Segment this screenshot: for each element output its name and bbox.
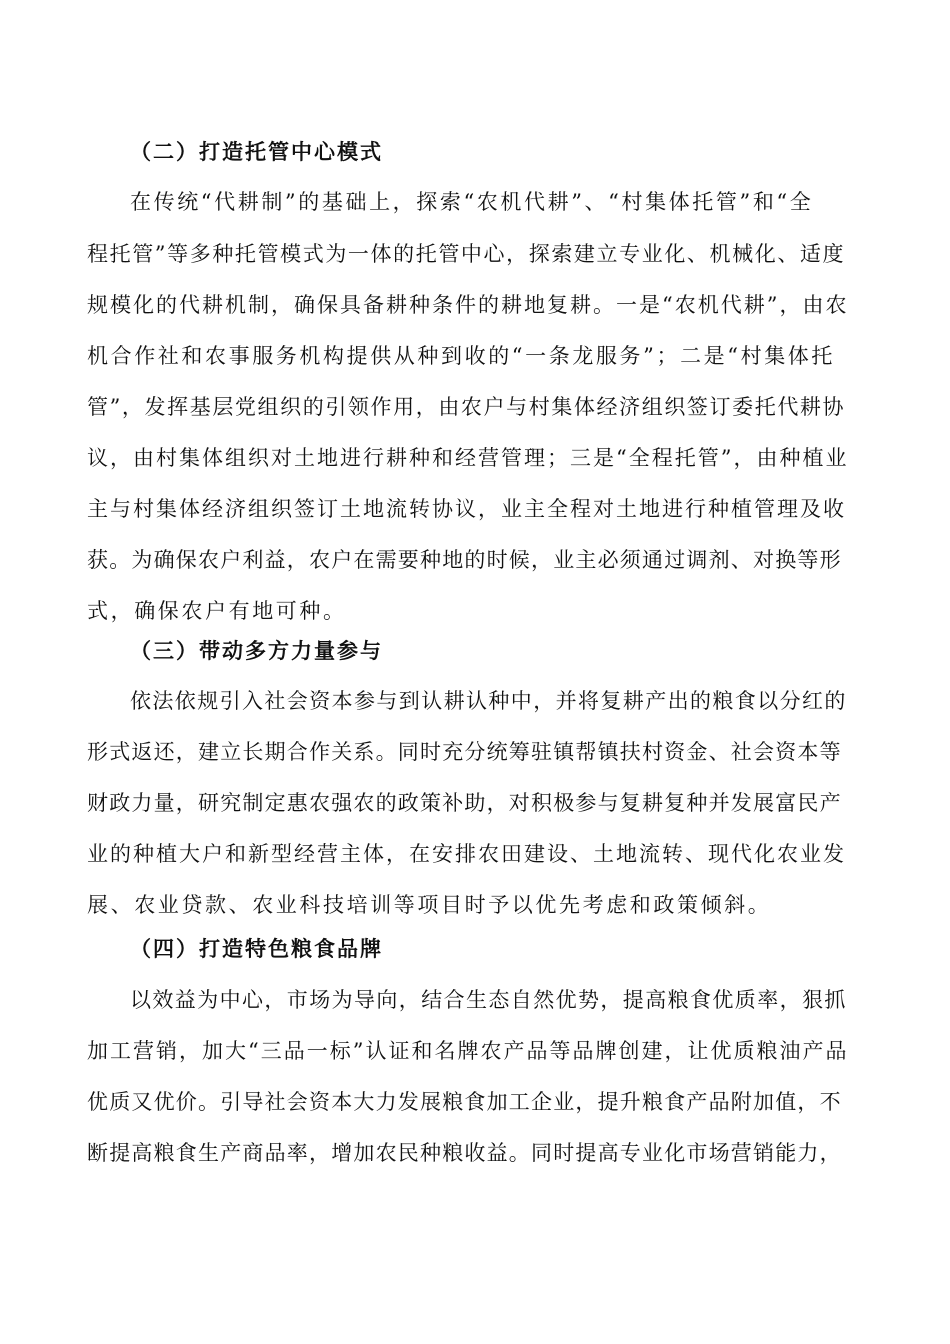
paragraph-line: 管”，发挥基层党组织的引领作用，由农户与村集体经济组织签订委托代耕协 [87, 395, 846, 419]
paragraph-line: 获。为确保农户利益，农户在需要种地的时候，业主必须通过调剂、对换等形 [87, 548, 842, 572]
paragraph-line: 程托管”等多种托管模式为一体的托管中心，探索建立专业化、机械化、适度 [87, 242, 846, 266]
paragraph-line: 机合作社和农事服务机构提供从种到收的“一条龙服务”；二是“村集体托 [87, 344, 836, 368]
paragraph-line: 优质又优价。引导社会资本大力发展粮食加工企业，提升粮食产品附加值，不 [87, 1090, 842, 1114]
paragraph-line: 以效益为中心，市场为导向，结合生态自然优势，提高粮食优质率，狠抓 [130, 988, 847, 1012]
paragraph-line: 展、农业贷款、农业科技培训等项目时予以优先考虑和政策倾斜。 [87, 893, 772, 917]
paragraph-line: 依法依规引入社会资本参与到认耕认种中，并将复耕产出的粮食以分红的 [130, 689, 847, 713]
paragraph-line: 形式返还，建立长期合作关系。同时充分统筹驻镇帮镇扶村资金、社会资本等 [87, 740, 842, 764]
paragraph-line: 议，由村集体组织对土地进行耕种和经营管理；三是“全程托管”，由种植业 [87, 446, 849, 470]
paragraph-line: 在传统“代耕制”的基础上，探索“农机代耕”、“村集体托管”和“全 [130, 190, 814, 214]
paragraph-line: 式，确保农户有地可种。 [87, 599, 347, 623]
paragraph-line: 主与村集体经济组织签订土地流转协议，业主全程对土地进行种植管理及收 [87, 497, 846, 521]
paragraph-line: 断提高粮食生产商品率，增加农民种粮收益。同时提高专业化市场营销能力， [87, 1141, 842, 1165]
paragraph-line: 规模化的代耕机制，确保具备耕种条件的耕地复耕。一是“农机代耕”，由农 [87, 293, 849, 317]
paragraph-line: 业的种植大户和新型经营主体，在安排农田建设、土地流转、现代化农业发 [87, 842, 846, 866]
section-heading: （二）打造托管中心模式 [130, 140, 383, 164]
section-heading: （四）打造特色粮食品牌 [130, 937, 383, 961]
section-heading: （三）带动多方力量参与 [130, 639, 383, 663]
paragraph-line: 财政力量，研究制定惠农强农的政策补助，对积极参与复耕复种并发展富民产 [87, 791, 842, 815]
paragraph-line: 加工营销，加大“三品一标”认证和名牌农产品等品牌创建，让优质粮油产品 [87, 1039, 849, 1063]
